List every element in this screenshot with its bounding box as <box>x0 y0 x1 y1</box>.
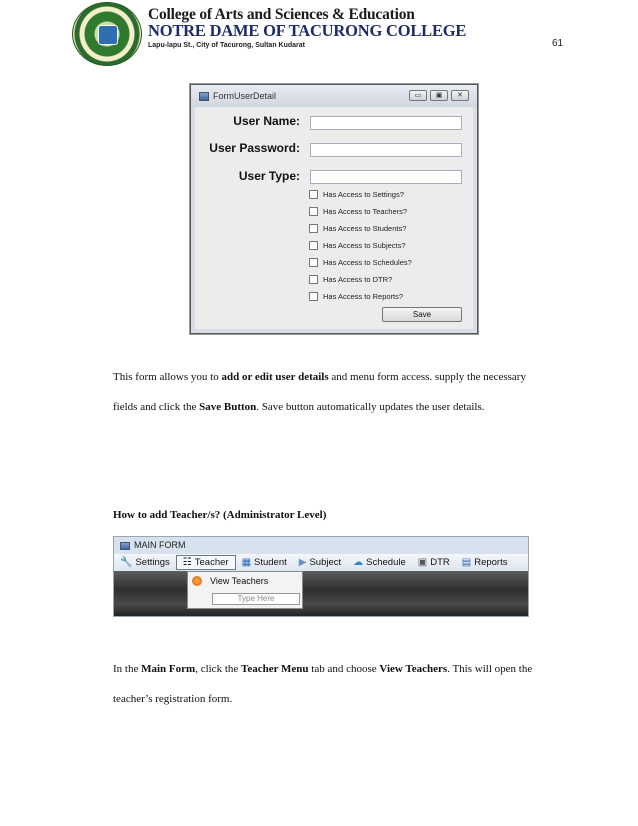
college-name: College of Arts and Sciences & Education <box>148 6 415 23</box>
menu-teacher[interactable] <box>176 555 236 570</box>
main-form-titlebar <box>114 537 528 554</box>
menu-label: Teacher <box>194 557 229 568</box>
menu-student[interactable] <box>236 555 293 570</box>
user-password-field[interactable] <box>310 143 462 157</box>
menu-label: Settings <box>135 557 170 568</box>
seal-shield-icon <box>98 25 118 45</box>
schedule-icon: ☁ <box>353 557 364 568</box>
view-teachers-menu-item[interactable] <box>192 576 268 586</box>
wrench-icon: 🔧 <box>120 557 133 568</box>
user-password-label: User Password: <box>209 141 300 155</box>
checkbox-icon[interactable] <box>309 190 318 199</box>
students-access-checkbox[interactable] <box>309 224 406 233</box>
paragraph-main-form <box>113 654 533 714</box>
user-name-field[interactable] <box>310 116 462 130</box>
paragraph-user-form <box>113 362 533 422</box>
text-run: This form allows you to <box>113 371 222 383</box>
text-run: . This will open the teacher’s registration form. <box>113 663 533 705</box>
subject-icon: ▶ <box>298 557 307 568</box>
text-run: and menu form access. supply the necessary fields and click the <box>113 371 526 413</box>
reports-access-checkbox[interactable] <box>309 292 403 301</box>
user-type-label: User Type: <box>238 169 300 183</box>
bold-run: Main Form <box>141 663 196 675</box>
settings-access-checkbox[interactable] <box>309 190 404 199</box>
text-run: , click the <box>195 663 242 675</box>
checkbox-label: Has Access to Settings? <box>323 190 404 199</box>
checkbox-icon[interactable] <box>309 241 318 250</box>
type-here-input[interactable]: Type Here <box>212 593 300 605</box>
menu-item-label: View Teachers <box>210 576 269 586</box>
school-name: NOTRE DAME OF TACURONG COLLEGE <box>148 21 467 40</box>
checkbox-icon[interactable] <box>309 275 318 284</box>
dtr-access-checkbox[interactable] <box>309 275 392 284</box>
menu-reports[interactable] <box>456 555 514 570</box>
bold-run: add or edit user details <box>221 371 329 383</box>
student-icon: ▦ <box>241 557 252 568</box>
background-photo <box>114 571 528 617</box>
teachers-access-checkbox[interactable] <box>309 207 407 216</box>
menu-schedule[interactable] <box>347 555 412 570</box>
text-run: In the <box>113 663 142 675</box>
subjects-access-checkbox[interactable] <box>309 241 406 250</box>
checkbox-icon[interactable] <box>309 258 318 267</box>
page-number: 61 <box>552 38 564 49</box>
reports-icon: ▤ <box>461 557 472 568</box>
window-controls <box>409 90 469 101</box>
user-type-field[interactable] <box>310 170 462 184</box>
teacher-dropdown-menu <box>187 571 303 609</box>
app-icon <box>199 92 209 101</box>
checkbox-label: Has Access to DTR? <box>323 275 393 284</box>
menu-bar <box>114 554 528 571</box>
menu-settings[interactable] <box>114 555 176 570</box>
dtr-icon: ▣ <box>417 557 428 568</box>
menu-label: Schedule <box>366 557 406 568</box>
app-icon <box>120 542 130 550</box>
teacher-icon: ☷ <box>182 557 192 568</box>
bold-run: View Teachers <box>379 663 448 675</box>
menu-label: DTR <box>430 557 450 568</box>
form-user-detail-window <box>190 84 478 334</box>
save-button[interactable]: Save <box>382 307 462 322</box>
schedules-access-checkbox[interactable] <box>309 258 412 267</box>
close-icon[interactable]: ✕ <box>451 90 469 101</box>
checkbox-icon[interactable] <box>309 292 318 301</box>
form-body <box>195 107 473 329</box>
menu-label: Subject <box>309 557 342 568</box>
checkbox-label: Has Access to Subjects? <box>323 241 406 250</box>
menu-dtr[interactable] <box>412 555 456 570</box>
menu-subject[interactable] <box>293 555 347 570</box>
user-name-label: User Name: <box>233 114 300 128</box>
checkbox-icon[interactable] <box>309 207 318 216</box>
view-teachers-icon <box>192 576 202 586</box>
window-title: FormUserDetail <box>213 91 277 101</box>
main-form-window <box>113 536 529 617</box>
checkbox-label: Has Access to Reports? <box>323 292 404 301</box>
main-form-title: MAIN FORM <box>134 540 186 550</box>
school-address: Lapu-lapu St., City of Tacurong, Sultan Kudarat <box>148 42 305 49</box>
minimize-icon[interactable]: ▭ <box>409 90 427 101</box>
checkbox-label: Has Access to Teachers? <box>323 207 408 216</box>
checkbox-icon[interactable] <box>309 224 318 233</box>
bold-run: Teacher Menu <box>241 663 309 675</box>
checkbox-label: Has Access to Students? <box>323 224 407 233</box>
college-seal-logo <box>72 2 142 66</box>
maximize-icon[interactable]: ▣ <box>430 90 448 101</box>
text-run: . Save button automatically updates the user details. <box>256 401 485 413</box>
menu-label: Reports <box>474 557 508 568</box>
menu-label: Student <box>254 557 287 568</box>
text-run: tab and choose <box>308 663 380 675</box>
section-heading: How to add Teacher/s? (Administrator Level) <box>113 509 327 521</box>
checkbox-label: Has Access to Schedules? <box>323 258 412 267</box>
bold-run: Save Button <box>199 401 257 413</box>
